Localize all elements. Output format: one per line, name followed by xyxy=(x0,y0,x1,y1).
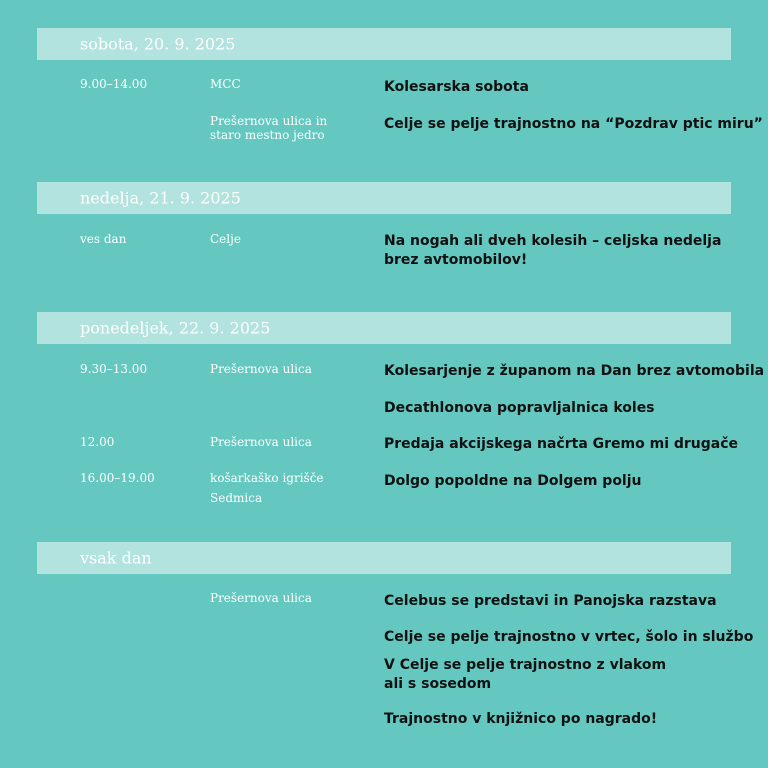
event-place: Celje xyxy=(210,232,241,246)
section-header-label: vsak dan xyxy=(80,548,152,568)
event-title: Kolesarska sobota xyxy=(384,79,529,95)
event-place: staro mestno jedro xyxy=(210,128,325,142)
event-place: MCC xyxy=(210,77,241,91)
event-title: brez avtomobilov! xyxy=(384,252,528,268)
section-header-label: sobota, 20. 9. 2025 xyxy=(80,34,236,54)
event-title: Celje se pelje trajnostno na “Pozdrav ptic miru” xyxy=(384,116,763,132)
event-title: Predaja akcijskega načrta Gremo mi drugače xyxy=(384,436,739,452)
event-title: Na nogah ali dveh kolesih – celjska nedelja xyxy=(384,233,722,249)
event-place: Prešernova ulica xyxy=(210,591,312,605)
event-title: Decathlonova popravljalnica koles xyxy=(384,400,655,416)
event-place: Prešernova ulica xyxy=(210,362,312,376)
section-header-saturday xyxy=(37,28,731,60)
event-place: Sedmica xyxy=(210,491,263,505)
event-time: 16.00–19.00 xyxy=(80,471,155,485)
section-header-monday xyxy=(37,312,731,344)
event-place: Prešernova ulica xyxy=(210,435,312,449)
event-time: 9.30–13.00 xyxy=(80,362,148,376)
section-header-label: ponedeljek, 22. 9. 2025 xyxy=(80,318,271,338)
event-title: Trajnostno v knjižnico po nagrado! xyxy=(384,711,658,727)
event-place: Prešernova ulica in xyxy=(210,114,328,128)
event-time: 12.00 xyxy=(80,435,115,449)
event-time: 9.00–14.00 xyxy=(80,77,148,91)
event-title: Kolesarjenje z županom na Dan brez avtomobila xyxy=(384,363,765,379)
event-title: ali s sosedom xyxy=(384,676,492,692)
event-title: V Celje se pelje trajnostno z vlakom xyxy=(384,657,667,673)
event-time: ves dan xyxy=(80,232,127,246)
section-header-sunday xyxy=(37,182,731,214)
event-title: Celje se pelje trajnostno v vrtec, šolo in službo xyxy=(384,629,754,645)
event-title: Dolgo popoldne na Dolgem polju xyxy=(384,473,642,489)
event-title: Celebus se predstavi in Panojska razstava xyxy=(384,593,717,609)
section-header-every-day xyxy=(37,542,731,574)
section-header-label: nedelja, 21. 9. 2025 xyxy=(80,188,241,208)
event-place: košarkaško igrišče xyxy=(210,471,324,485)
